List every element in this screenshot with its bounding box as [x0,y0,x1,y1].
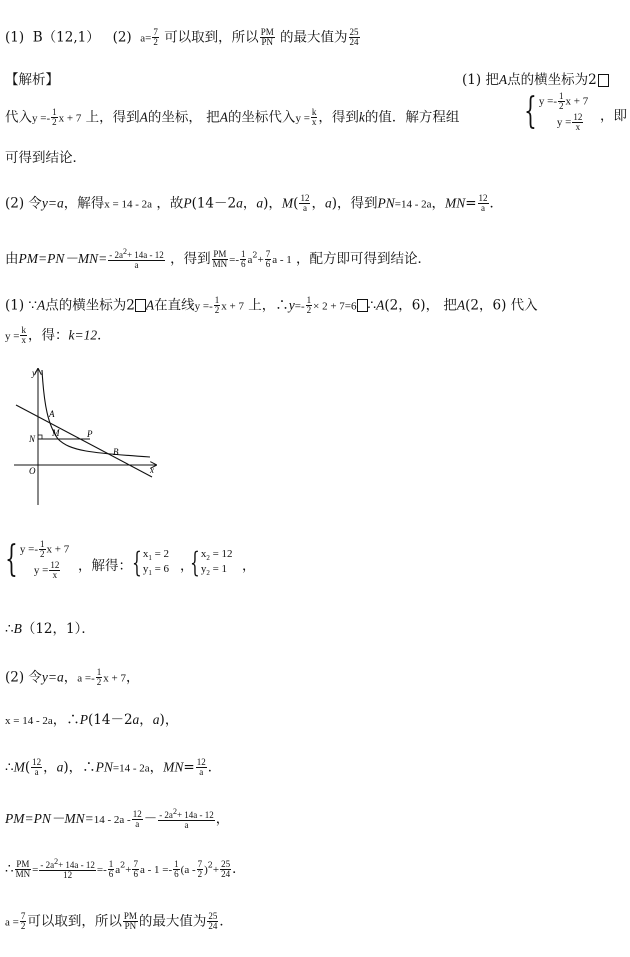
label-m: M [52,428,60,438]
answer-part1-value: B（12,1） [32,29,100,46]
answer-part2-label: (2) [112,29,132,46]
label-o: O [29,466,36,476]
solution-sep: ， [180,558,194,574]
label-x: x [150,465,154,475]
equation-system-1: { y =- $\frac{1}{2}$ x + 7 y = $\frac{12}{x}$ [524,91,589,133]
solve-label: ，解得： [78,558,132,574]
equation-system-2: { y =- $\frac{1}{2}$ x + 7 y = $\frac{12}{x}$ [5,539,70,581]
solution2-line5: ∴ $\frac{PM}{MN}$ = $\frac{- 2a2+ 14a - 12}{12}$ =- $\frac{1}{6}$ $a^2+$ $\frac{7}{6}$ a - 1 =- $\frac{1}{6}$ (a - $\frac{7}{2}$ )$^2$+ $\frac{25}{24}$ ． [5,857,246,881]
placeholder-box-icon [598,74,609,87]
label-y: y [32,368,36,378]
frac-pm-pn: $\frac{PM}{PN}$ [260,27,274,48]
conclusion-line: a = $\frac{7}{2}$ 可以取到，所以 $\frac{PM}{PN}$ 的最大值为 $\frac{25}{24}$ ． [5,911,233,932]
answer-text1: 可以取到，所以 [164,29,259,46]
analysis-r1: (1) 把A点的横坐标为2 [462,72,609,88]
analysis-title: 【解析】 [5,72,59,88]
solution-end: ， [242,558,256,574]
right-angle-mark [38,435,42,439]
solution1-line1: (1) ∵A点的横坐标为2 A在直线y =- $\frac{1}{2}$ x + 7 上，∴y=- $\frac{1}{2}$ × 2 + 7=6 ∴A(2，6)， 把A(2，6) 代入 [5,295,538,316]
part2-hint-line: (2) 令y=a，解得x = 14 - 2a ，故P(14－2a，a)，M( $\frac{12}{a}$ ，a)，得到PN=14 - 2a，MN= $\frac{12}{a}$ ． [5,193,504,214]
solution-pair-2: { $x_2 = 12$ $y_2 = 1$ [190,545,233,579]
label-p: P [87,429,93,439]
analysis-line2: 代入y =- $\frac{1}{2}$ x + 7 上，得到A的坐标， 把A的坐标代入y = $\frac{k}{x}$ ，得到k的值．解方程组 [5,107,460,128]
line-graph [16,405,152,477]
analysis-l2g: ，即 [600,108,627,124]
solution2-line2: x = 14 - 2a，∴P(14－2a，a)， [5,712,179,728]
label-a: A [49,409,55,419]
answer-part1-label: (1) [5,29,25,46]
pm-line: 由PM=PN－MN= $\frac{- 2a2+ 14a - 12}{a}$ ，得到 $\frac{PM}{MN}$ =- $\frac{1}{6}$ $a^2+$ $\frac{7}{6}$ a - 1 ，配方即可得到结论． [5,247,432,271]
solution1-line2: y = $\frac{k}{x}$ ，得：k=12． [5,325,111,346]
solution2-line4: PM=PN－MN=14 - 2a - $\frac{12}{a}$ － $\frac{- 2a2+ 14a - 12}{a}$ ， [5,807,230,831]
solution2-line1: (2) 令y=a，a =- $\frac{1}{2}$ x + 7， [5,667,140,688]
analysis-line3: 可得到结论． [5,150,86,166]
function-graph [10,365,160,510]
label-n: N [29,434,36,444]
label-b: B [113,447,119,457]
frac-25-24: $\frac{25}{24}$ [349,27,359,48]
b-result: ∴B（12，1）． [5,621,95,637]
answer-a-eq: a= [140,32,152,45]
answer-text2: 的最大值为 [280,29,348,46]
placeholder-box-icon [135,299,146,312]
hyperbola-curve [42,370,150,457]
answer-line [5,28,361,48]
solution2-line3: ∴M( $\frac{12}{a}$ ，a)，∴PN=14 - 2a，MN= $\frac{12}{a}$ ． [5,757,222,778]
placeholder-box-icon [357,299,368,312]
frac-7-2: $\frac{7}{2}$ [153,27,158,48]
solution-pair-1: { $x_1 = 2$ $y_1 = 6$ [132,545,170,579]
